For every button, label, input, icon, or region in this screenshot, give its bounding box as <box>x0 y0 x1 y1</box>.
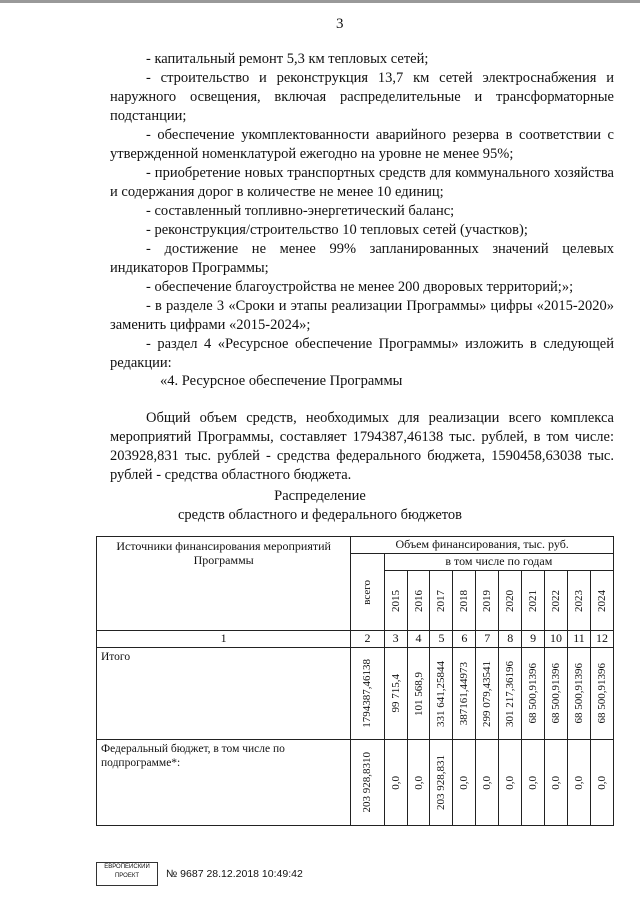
page-number: 3 <box>336 16 344 32</box>
table-cell: 203 928,8310 <box>351 740 384 826</box>
funding-table <box>96 536 614 826</box>
list-item: - составленный топливно-энергетический баланс; <box>146 203 455 219</box>
list-item: - достижение не менее 99% запланированных значений целевых индикаторов Программы; <box>110 241 614 276</box>
footer <box>96 862 303 886</box>
table-title: Распределение <box>274 488 366 504</box>
row-label: Итого <box>97 648 351 740</box>
table-cell: 68 500,91396 <box>522 648 545 740</box>
row-label: Федеральный бюджет, в том числе по подпрограмме*: <box>97 740 351 826</box>
col-number: 5 <box>430 631 453 648</box>
list-item: - обеспечение укомплектованности аварийного резерва в соответствии с утвержденной номенклатурой ежегодно на уровне не менее 95%; <box>110 127 614 162</box>
table-cell: 331 641,25844 <box>430 648 453 740</box>
table-cell: 101 568,9 <box>407 648 430 740</box>
table-cell: 203 928,831 <box>430 740 453 826</box>
col-number: 9 <box>522 631 545 648</box>
col-number: 7 <box>476 631 499 648</box>
by-years-header: в том числе по годам <box>384 554 613 571</box>
list-item: - в разделе 3 «Сроки и этапы реализации Программы» цифры «2015-2020» заменить цифрами «2015-2024»; <box>110 298 614 333</box>
table-cell: 68 500,91396 <box>568 648 591 740</box>
table-subtitle: средств областного и федерального бюджетов <box>177 507 463 523</box>
col-number: 8 <box>499 631 522 648</box>
col-number: 1 <box>97 631 351 648</box>
year-header: 2017 <box>430 571 453 631</box>
table-cell: 68 500,91396 <box>590 648 613 740</box>
list-item: - реконструкция/строительство 10 тепловых сетей (участков); <box>146 222 528 238</box>
year-header: 2018 <box>453 571 476 631</box>
list-item: - раздел 4 «Ресурсное обеспечение Программы» изложить в следующей редакции: <box>110 336 614 371</box>
summary-paragraph: Общий объем средств, необходимых для реализации всего комплекса мероприятий Программы, составляет 1794387,46138 тыс. рублей, в том числе: 203928,831 тыс. рублей - средства федерального бюджета, 1590458,63038 тыс. рублей - средства областного бюджета. <box>110 410 614 483</box>
table-cell: 99 715,4 <box>384 648 407 740</box>
total-header: всего <box>351 554 384 631</box>
col-number: 10 <box>545 631 568 648</box>
table-cell: 1794387,46138 <box>351 648 384 740</box>
table-cell: 0,0 <box>590 740 613 826</box>
document-id: № 9687 28.12.2018 10:49:42 <box>166 868 303 880</box>
col-number: 4 <box>407 631 430 648</box>
table-cell: 0,0 <box>384 740 407 826</box>
col-number: 11 <box>568 631 591 648</box>
year-header: 2021 <box>522 571 545 631</box>
table-cell: 0,0 <box>499 740 522 826</box>
list-item: - обеспечение благоустройства не менее 200 дворовых территорий;»; <box>146 279 574 295</box>
table-cell: 68 500,91396 <box>545 648 568 740</box>
table-cell: 301 217,36196 <box>499 648 522 740</box>
registry-stamp: ЕВРОПЕЙСКИЙ ПРОЕКТ <box>96 862 158 886</box>
table-cell: 0,0 <box>545 740 568 826</box>
list-item: - капитальный ремонт 5,3 км тепловых сетей; <box>146 51 429 67</box>
table-cell: 0,0 <box>453 740 476 826</box>
source-header: Источники финансирования мероприятий Программы <box>97 537 351 631</box>
volume-header: Объем финансирования, тыс. руб. <box>351 537 614 554</box>
col-number: 12 <box>590 631 613 648</box>
year-header: 2015 <box>384 571 407 631</box>
col-number: 2 <box>351 631 384 648</box>
section-title: «4. Ресурсное обеспечение Программы <box>160 373 403 389</box>
scan-top-edge <box>0 0 640 3</box>
list-item: - строительство и реконструкция 13,7 км сетей электроснабжения и наружного освещения, включая распределительные и трансформаторные подстанции; <box>110 70 614 124</box>
table-cell: 0,0 <box>476 740 499 826</box>
year-header: 2020 <box>499 571 522 631</box>
table-cell: 299 079,43541 <box>476 648 499 740</box>
table-cell: 387161,44973 <box>453 648 476 740</box>
col-number: 6 <box>453 631 476 648</box>
table-row <box>97 648 614 740</box>
year-header: 2022 <box>545 571 568 631</box>
year-header: 2023 <box>568 571 591 631</box>
col-number: 3 <box>384 631 407 648</box>
year-header: 2024 <box>590 571 613 631</box>
table-cell: 0,0 <box>568 740 591 826</box>
year-header: 2016 <box>407 571 430 631</box>
table-cell: 0,0 <box>407 740 430 826</box>
table-row <box>97 740 614 826</box>
list-item: - приобретение новых транспортных средств для коммунального хозяйства и содержания дорог в количестве не менее 10 единиц; <box>110 165 614 200</box>
year-header: 2019 <box>476 571 499 631</box>
table-cell: 0,0 <box>522 740 545 826</box>
